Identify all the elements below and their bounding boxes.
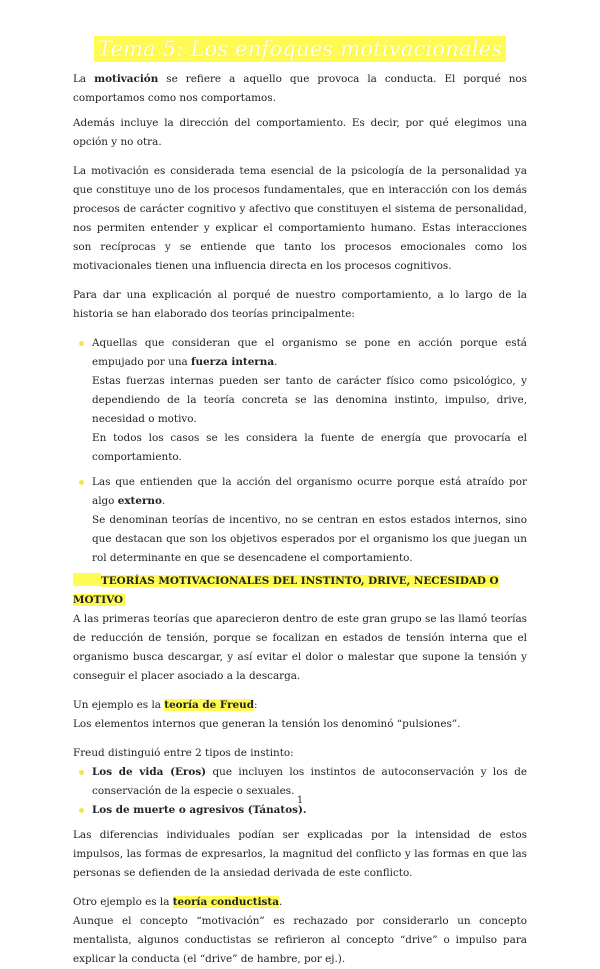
list-item-fuerza-interna: Aquellas que consideran que el organismo se pone en acción porque está empujado por una fuerza interna. Estas fuerzas internas pueden ser tanto de carácter físico como psicológico, y dependiendo de la teoría concreta se las denomina instinto, impulso, drive, necesidad o motivo. En todos los casos se les considera la fuente de energía que provocaría el comportamiento. (73, 334, 527, 467)
bullet-icon (79, 770, 84, 775)
highlight-teoria-freud: teoría de Freud (164, 699, 254, 711)
bullet-icon (79, 341, 84, 346)
paragraph-reduccion-tension: A las primeras teorías que aparecieron dentro de este gran grupo se las llamó teorías de reducción de tensión, porque se focalizan en estados de tensión interna que el organismo busca descargar, y así evitar el dolor o malestar que supone la tensión y conseguir el placer asociado a la descarga. (73, 613, 527, 682)
paragraph-conductista-example: Otro ejemplo es la teoría conductista. (73, 896, 283, 908)
highlight-teoria-conductista: teoría conductista (172, 896, 279, 908)
list-item-externo: Las que entienden que la acción del organismo ocurre porque está atraído por algo externo. Se denominan teorías de incentivo, no se centran en estos estados internos, sino que destacan que son los objetivos esperados por el organismo los que juegan un rol determinante en que se desencadene el comportamiento. (73, 473, 527, 568)
paragraph-direccion: Además incluye la dirección del comportamiento. Es decir, por qué elegimos una opción y no otra. (73, 117, 527, 148)
document-body (73, 70, 527, 969)
term-motivacion: motivación (94, 73, 159, 85)
bullet-icon (79, 808, 84, 813)
heading-highlight-bar (73, 573, 101, 586)
page-number: 1 (296, 795, 304, 806)
paragraph-explicacion: Para dar una explicación al porqué de nuestro comportamiento, a lo largo de la historia se han elaborado dos teorías principalmente: (73, 289, 527, 320)
theories-list (73, 334, 527, 568)
paragraph-freud-tipos: Freud distinguió entre 2 tipos de instinto: (73, 747, 294, 759)
paragraph-motivacion-definition: La motivación se refiere a aquello que provoca la conducta. El porqué nos comportamos como nos comportamos. (73, 73, 527, 104)
paragraph-freud-example: Un ejemplo es la teoría de Freud: (73, 699, 258, 711)
list-item-eros: Los de vida (Eros) que incluyen los instintos de autoconservación y los de conservación de la especie o sexuales. (73, 763, 527, 801)
paragraph-psicologia: La motivación es considerada tema esencial de la psicología de la personalidad ya que constituye uno de los procesos fundamentales, que en interacción con los demás procesos de carácter cognitivo y afectivo que constituyen el sistema de personalidad, nos permiten entender y explicar el comportamiento humano. Estas interacciones son recíprocas y se entiende que tanto los procesos emocionales como los motivacionales tienen una influencia directa en los procesos cognitivos. (73, 165, 527, 272)
page-title: Tema 5: Los enfoques motivacionales (94, 36, 506, 62)
title-wrapper (0, 36, 600, 62)
paragraph-pulsiones: Los elementos internos que generan la tensión los denominó “pulsiones”. (73, 718, 461, 730)
list-item-tanatos: Los de muerte o agresivos (Tánatos). (73, 801, 527, 820)
section-heading: TEORÍAS MOTIVACIONALES DEL INSTINTO, DRIVE, NECESIDAD O MOTIVO (73, 575, 499, 606)
paragraph-drive: Aunque el concepto “motivación” es rechazado por considerarlo un concepto mentalista, algunos conductistas se refirieron al concepto “drive” o impulso para explicar la conducta (el “drive” de hambre, por ej.). (73, 915, 527, 965)
paragraph-diferencias: Las diferencias individuales podían ser explicadas por la intensidad de estos impulsos, las formas de expresarlos, la magnitud del conflicto y las formas en que las personas se defienden de la ansiedad derivada de este conflicto. (73, 829, 527, 879)
bullet-icon (79, 480, 84, 485)
freud-instinct-list (73, 763, 527, 820)
